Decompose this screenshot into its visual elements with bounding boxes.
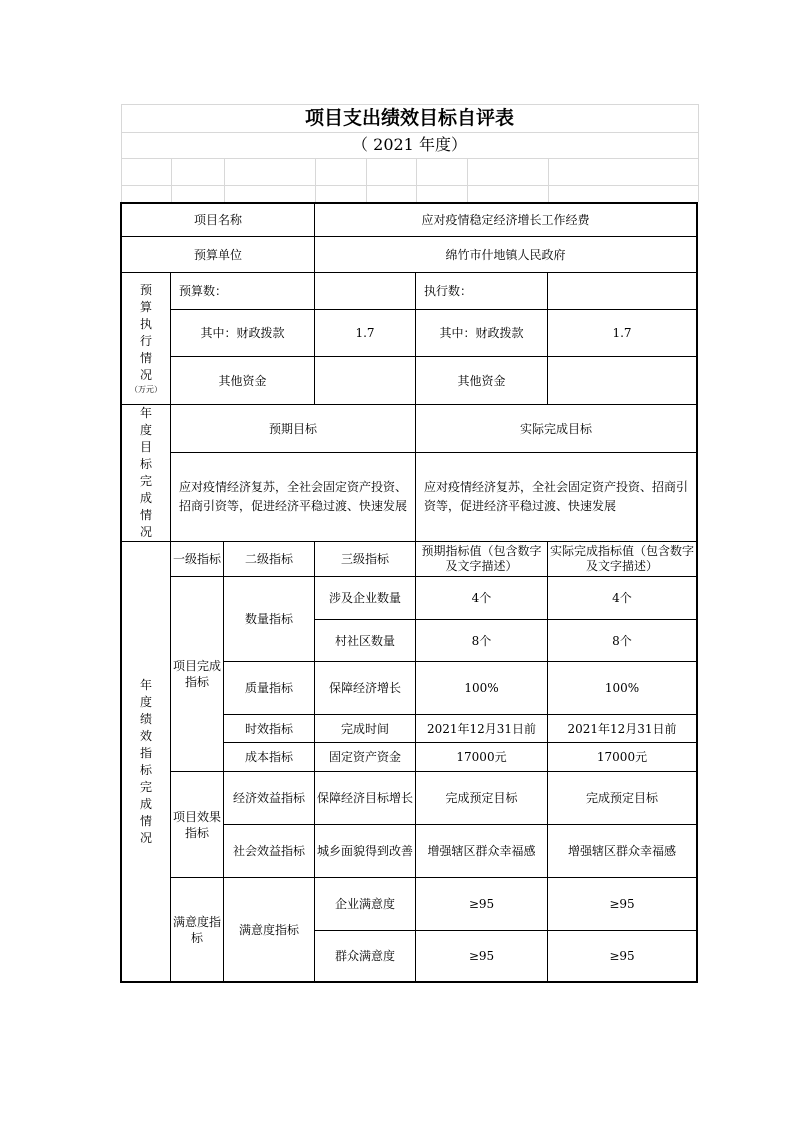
level2-quality: 质量指标 — [223, 661, 315, 715]
level1-completion: 项目完成指标 — [170, 576, 224, 772]
indicator-actual: 17000元 — [547, 742, 698, 772]
indicator-expected: 4个 — [415, 576, 548, 620]
actual-goal-header: 实际完成目标 — [415, 404, 698, 453]
indicator-expected: 17000元 — [415, 742, 548, 772]
indicator-expected: 100% — [415, 661, 548, 715]
fiscal-exec-value: 1.7 — [547, 309, 698, 357]
indicator-actual: 4个 — [547, 576, 698, 620]
indicator-actual: 100% — [547, 661, 698, 715]
budget-unit-note: （万元） — [130, 384, 162, 394]
project-name-label: 项目名称 — [120, 202, 315, 237]
header-actual-value: 实际完成指标值（包含数字及文字描述） — [547, 541, 698, 577]
budget-section-label — [120, 272, 171, 405]
page-title: 项目支出绩效目标自评表 — [304, 107, 514, 129]
exec-amount-value — [547, 272, 698, 310]
other-budget-value — [314, 356, 416, 405]
indicator-actual: 2021年12月31日前 — [547, 714, 698, 743]
exec-amount-label: 执行数： — [415, 272, 548, 310]
indicator-name: 群众满意度 — [314, 930, 416, 983]
budget-amount-label: 预算数： — [170, 272, 315, 310]
indicator-name: 保障经济增长 — [314, 661, 416, 715]
indicator-name: 企业满意度 — [314, 877, 416, 931]
gridline — [548, 158, 549, 202]
indicator-actual: 完成预定目标 — [547, 771, 698, 825]
gridline — [121, 158, 698, 159]
indicators-section-title: 年度绩效指标完成情况 — [139, 677, 152, 845]
goals-section-title: 年度目标完成情况 — [139, 406, 152, 539]
gridline — [416, 158, 417, 202]
indicator-name: 完成时间 — [314, 714, 416, 743]
other-budget-label: 其他资金 — [170, 356, 315, 405]
fiscal-budget-value: 1.7 — [314, 309, 416, 357]
expected-goal-header: 预期目标 — [170, 404, 416, 453]
budget-unit-label: 预算单位 — [120, 236, 315, 273]
indicator-actual: 增强辖区群众幸福感 — [547, 824, 698, 878]
indicator-actual: ≥95 — [547, 930, 698, 983]
indicator-expected: 2021年12月31日前 — [415, 714, 548, 743]
level1-effect: 项目效果指标 — [170, 771, 224, 878]
budget-amount-value — [314, 272, 416, 310]
header-level2: 二级指标 — [223, 541, 315, 577]
gridline — [366, 158, 367, 202]
other-exec-label: 其他资金 — [415, 356, 548, 405]
gridline — [467, 158, 468, 202]
header-level1: 一级指标 — [170, 541, 224, 577]
budget-unit-value: 绵竹市什地镇人民政府 — [314, 236, 698, 273]
indicator-name: 保障经济目标增长 — [314, 771, 416, 825]
gridline — [698, 104, 699, 202]
gridline — [121, 185, 698, 186]
fiscal-exec-label: 其中：财政拨款 — [415, 309, 548, 357]
indicator-name: 村社区数量 — [314, 619, 416, 662]
indicator-expected: 8个 — [415, 619, 548, 662]
indicator-name: 固定资产资金 — [314, 742, 416, 772]
indicator-name: 城乡面貌得到改善 — [314, 824, 416, 878]
header-expected-value: 预期指标值（包含数字及文字描述） — [415, 541, 548, 577]
fiscal-budget-label: 其中：财政拨款 — [170, 309, 315, 357]
project-name-value: 应对疫情稳定经济增长工作经费 — [314, 202, 698, 237]
goals-section-label — [120, 404, 171, 542]
level2-quantity: 数量指标 — [223, 576, 315, 662]
other-exec-value — [547, 356, 698, 405]
level2-social: 社会效益指标 — [223, 824, 315, 878]
indicator-actual: 8个 — [547, 619, 698, 662]
header-level3: 三级指标 — [314, 541, 416, 577]
level1-satisfaction: 满意度指标 — [170, 877, 224, 983]
indicator-expected: 完成预定目标 — [415, 771, 548, 825]
gridline — [224, 158, 225, 202]
level2-timeliness: 时效指标 — [223, 714, 315, 743]
level2-satisfaction: 满意度指标 — [223, 877, 315, 983]
indicator-expected: ≥95 — [415, 877, 548, 931]
indicator-actual: ≥95 — [547, 877, 698, 931]
level2-economic: 经济效益指标 — [223, 771, 315, 825]
actual-goal-text: 应对疫情经济复苏，全社会固定资产投资、招商引资等，促进经济平稳过渡、快速发展 — [415, 452, 698, 542]
gridline — [315, 158, 316, 202]
gridline — [171, 158, 172, 202]
level2-cost: 成本指标 — [223, 742, 315, 772]
indicator-expected: ≥95 — [415, 930, 548, 983]
indicators-section-label — [120, 541, 171, 983]
indicator-name: 涉及企业数量 — [314, 576, 416, 620]
year-subtitle: （ 2021 年度） — [352, 135, 467, 154]
budget-section-title: 预算执行情况 — [139, 282, 152, 382]
expected-goal-text: 应对疫情经济复苏，全社会固定资产投资、招商引资等，促进经济平稳过渡、快速发展 — [170, 452, 416, 542]
indicator-expected: 增强辖区群众幸福感 — [415, 824, 548, 878]
